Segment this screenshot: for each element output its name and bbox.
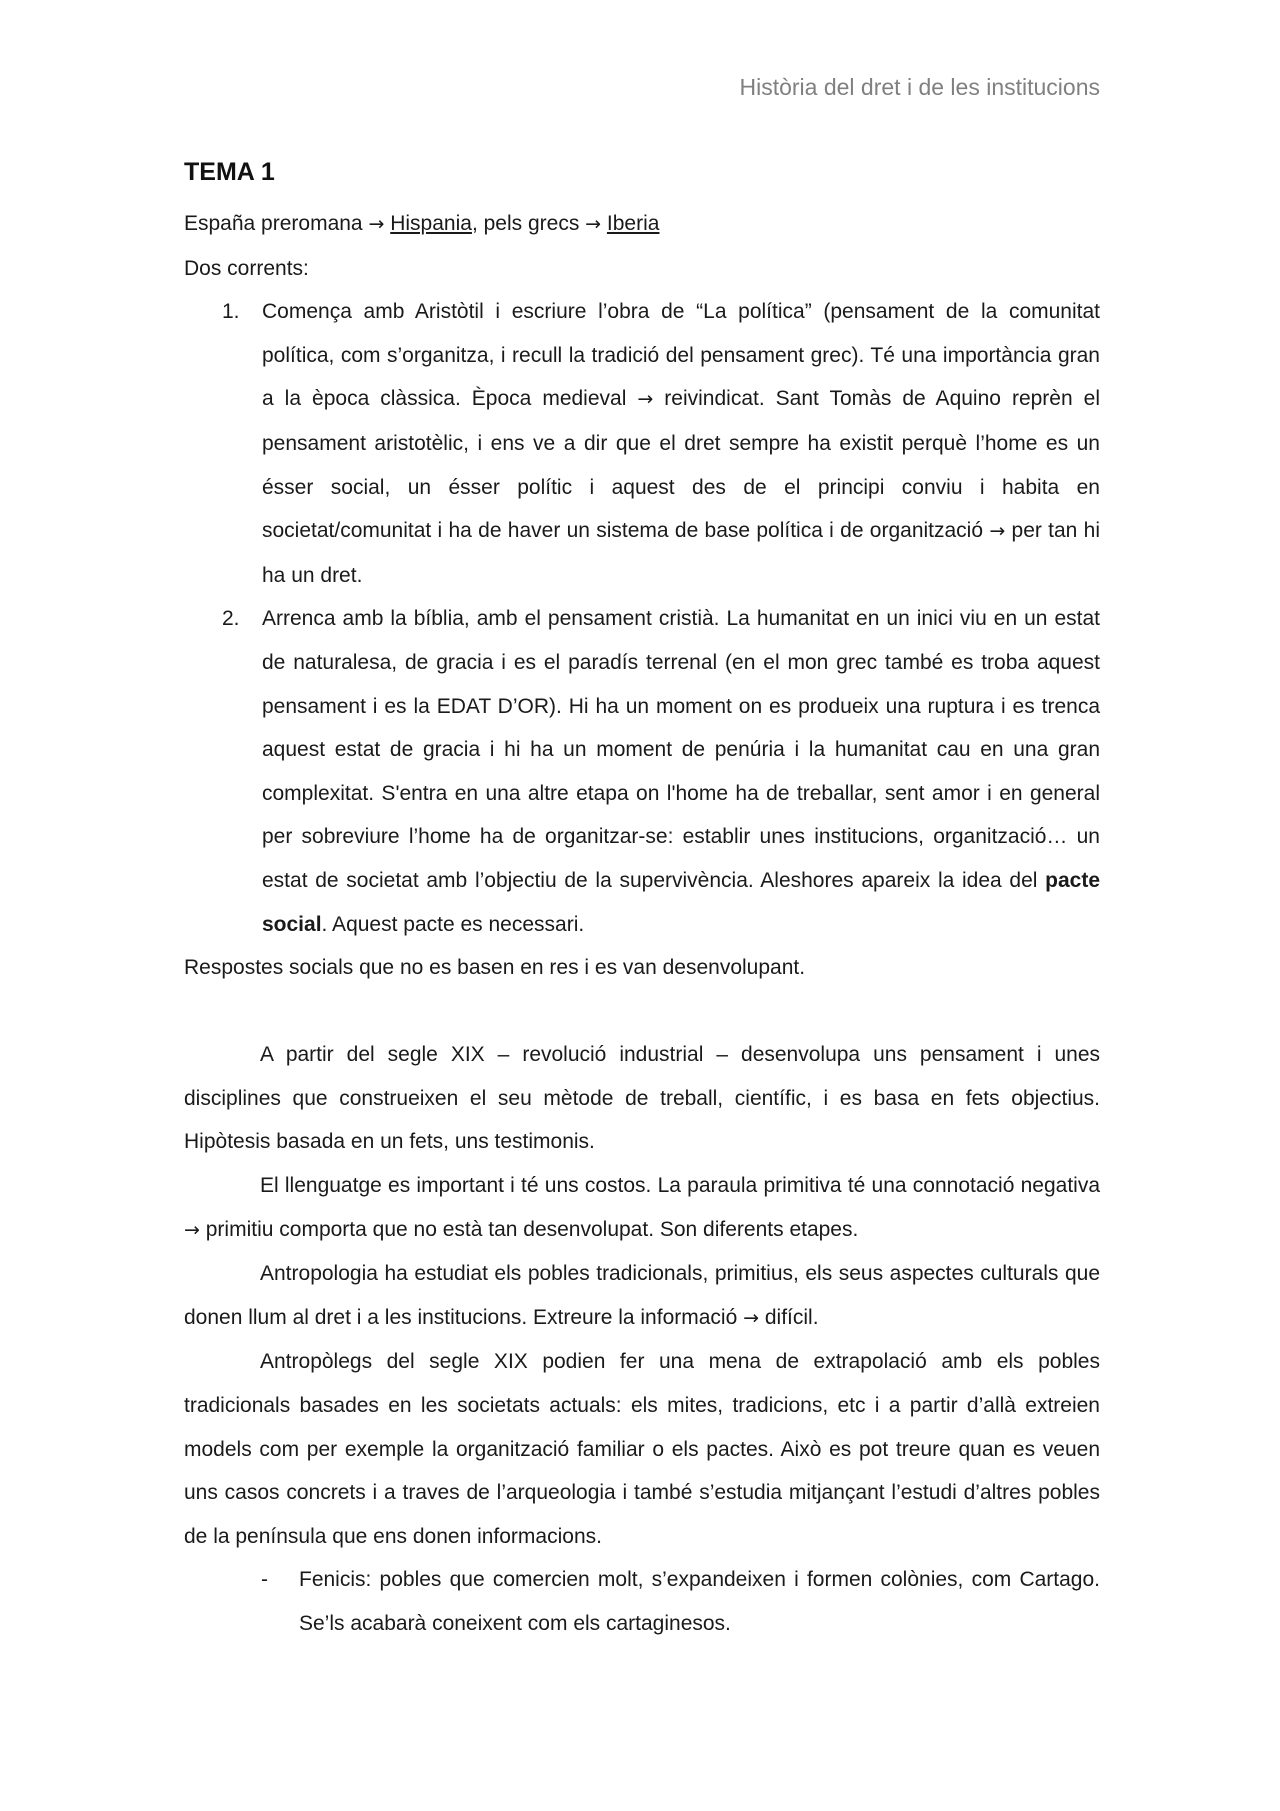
paragraph-3: Antropologia ha estudiat els pobles tradicionals, primitius, els seus aspectes culturals que donen llum al dret i a les institucions. Extreure la informació → difícil. xyxy=(184,1262,1100,1329)
paragraph-1: A partir del segle XIX – revolució industrial – desenvolupa uns pensament i unes disciplines que construeixen el seu mètode de treball, científic, i es basa en fets objectius. Hipòtesis basada en un fets, uns testimonis. xyxy=(184,1043,1100,1154)
arrow-right-icon: → xyxy=(743,1306,760,1329)
paragraph-4: Antropòlegs del segle XIX podien fer una mena de extrapolació amb els pobles tradicionals basades en les societats actuals: els mites, tradicions, etc i a partir d’allà extreien models com per exemple la organització familiar o els pactes. Això es pot treure quan es veuen uns casos concrets i a traves de l’arqueologia i també s’estudia mitjançant l’estudi d’altres pobles de la península que ens donen informacions. xyxy=(184,1350,1100,1548)
list-item: 2. Arrenca amb la bíblia, amb el pensament cristià. La humanitat en un inici viu en un estat de naturalesa, de gracia i es el paradís terrenal (en el mon grec també es troba aquest pensament i es la EDAT D’OR). Hi ha un moment on es produeix una ruptura i es trenca aquest estat de gracia i hi ha un moment de penúria i la humanitat cau en una gran complexitat. S'entra en una altre etapa on l'home ha de treballar, sent amor i en general per sobreviure l’home ha de organitzar-se: establir unes institucions, organització… un estat de societat amb l’objectiu de la supervivència. Aleshores apareix la idea del pacte social. Aquest pacte es necessari. xyxy=(184,597,1100,946)
dash-bullet: - xyxy=(261,1568,268,1592)
list-item: - Fenicis: pobles que comercien molt, s’expandeixen i formen colònies, com Cartago. Se’ls acabarà coneixent com els cartaginesos. xyxy=(184,1558,1100,1645)
arrow-right-icon: → xyxy=(637,388,654,411)
two-currents-label: Dos corrents: xyxy=(184,256,309,280)
list-number: 2. xyxy=(222,607,240,631)
list-item: 1. Comença amb Aristòtil i escriure l’obra de “La política” (pensament de la comunitat política, com s’organitza, i recull la tradició del pensament grec). Té una importància gran a la època clàssica. Època medieval → reivindicat. Sant Tomàs de Aquino reprèn el pensament aristotèlic, i ens ve a dir que el dret sempre ha existit perquè l’home es un ésser social, un ésser polític i aquest des de el principi conviu i habita en societat/comunitat i ha de haver un sistema de base política i de organització → per tan hi ha un dret. xyxy=(184,290,1100,597)
blank-line xyxy=(184,990,1100,1034)
term-hispania: Hispania xyxy=(390,212,472,235)
paragraph-2: El llenguatge es important i té uns costos. La paraula primitiva té una connotació negativa → primitiu comporta que no està tan desenvolupat. Son diferents etapes. xyxy=(184,1174,1100,1241)
running-header: Història del dret i de les institucions xyxy=(739,74,1100,100)
currents-list xyxy=(184,290,1100,946)
responses-line: Respostes socials que no es basen en res i es van desenvolupant. xyxy=(184,956,806,980)
arrow-right-icon: → xyxy=(585,213,602,235)
page-title: TEMA 1 xyxy=(184,158,275,186)
bold-term-pacte-social: pacte social xyxy=(262,868,1100,936)
arrow-right-icon: → xyxy=(184,1218,200,1241)
intro-line: España preromana → Hispania, pels grecs → Iberia xyxy=(184,212,660,235)
document-body xyxy=(184,202,1100,1646)
term-iberia: Iberia xyxy=(606,212,660,235)
arrow-right-icon: → xyxy=(989,520,1006,543)
list-number: 1. xyxy=(222,300,240,324)
arrow-right-icon: → xyxy=(368,213,385,235)
